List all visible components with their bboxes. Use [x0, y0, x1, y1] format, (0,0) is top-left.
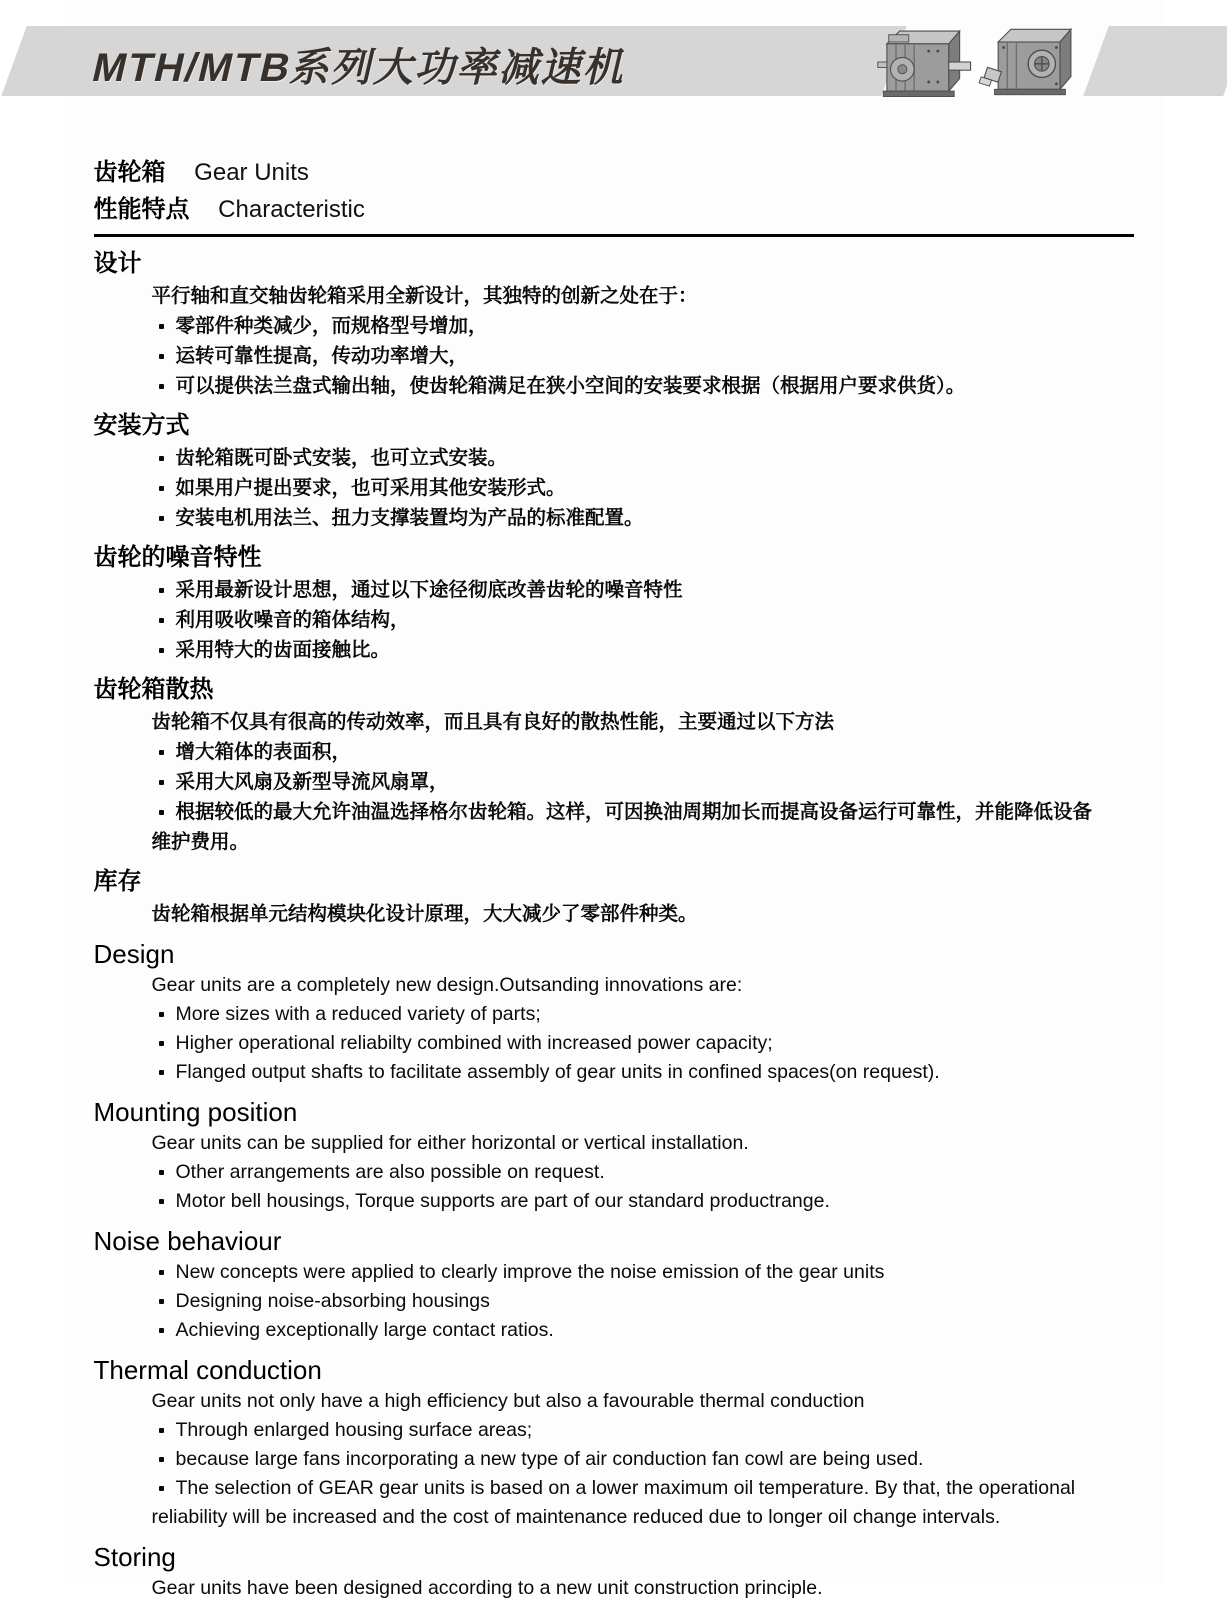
section-intro: 齿轮箱不仅具有很高的传动效率，而且具有良好的散热性能，主要通过以下方法	[151, 711, 835, 733]
section-design-zh	[94, 249, 1134, 401]
section-heading-design-en: Design	[93, 939, 175, 969]
bullet-item: 可以提供法兰盘式输出轴，使齿轮箱满足在狭小空间的安装要求根据（根据用户要求供货）。	[94, 371, 1104, 401]
section-intro: Gear units can be supplied for either horizontal or vertical installation.	[151, 1132, 749, 1154]
section-heading-noise-zh: 齿轮的噪音特性	[93, 544, 262, 571]
subheader	[64, 158, 1164, 225]
section-bullet-list	[94, 443, 1134, 533]
bevel-helical-gear-unit-image	[980, 16, 1080, 108]
bullet-item: 如果用户提出要求，也可采用其他安装形式。	[94, 473, 1104, 503]
section-intro: Gear units are a completely new design.Outsanding innovations are:	[151, 974, 743, 996]
section-storing-zh	[94, 867, 1134, 929]
header-band-right	[1083, 26, 1227, 96]
section-bullet-list	[94, 1000, 1134, 1087]
section-heading-storing-zh: 库存	[93, 868, 142, 895]
section-heading-mounting-en: Mounting position	[93, 1097, 298, 1127]
section-storing-en	[94, 1542, 1134, 1603]
characteristic-label-zh: 性能特点	[93, 196, 190, 223]
bullet-item: 齿轮箱既可卧式安装，也可立式安装。	[94, 443, 1104, 473]
section-noise-en	[94, 1226, 1134, 1345]
section-noise-zh	[94, 543, 1134, 665]
section-heading-thermal-zh: 齿轮箱散热	[93, 676, 214, 703]
section-heading-storing-en: Storing	[93, 1542, 176, 1572]
section-heading-mounting-zh: 安装方式	[93, 412, 190, 439]
bullet-item: Achieving exceptionally large contact ratios.	[94, 1316, 1104, 1345]
gear-units-label-zh: 齿轮箱	[93, 159, 166, 186]
product-images	[876, 16, 1076, 108]
bullet-item: Motor bell housings, Torque supports are part of our standard productrange.	[94, 1187, 1104, 1216]
subheader-line-gear-units	[94, 158, 1134, 188]
section-design-en	[94, 939, 1134, 1087]
section-bullet-list	[94, 575, 1134, 665]
characteristic-label-en: Characteristic	[218, 196, 365, 223]
section-heading-design-zh: 设计	[93, 250, 142, 277]
section-bullet-list	[94, 1158, 1134, 1216]
bullet-item: The selection of GEAR gear units is based on a lower maximum oil temperature. By that, the operational reliability will be increased and the cost of maintenance reduced due to longer oil change intervals.	[94, 1474, 1104, 1532]
bullet-item: 采用大风扇及新型导流风扇罩，	[94, 767, 1104, 797]
series-title: MTH/MTB系列大功率减速机	[87, 46, 633, 90]
section-bullet-list	[94, 311, 1134, 401]
section-bullet-list	[94, 737, 1134, 857]
bullet-item: Higher operational reliabilty combined with increased power capacity;	[94, 1029, 1104, 1058]
section-intro: 平行轴和直交轴齿轮箱采用全新设计，其独特的创新之处在于：	[151, 285, 698, 307]
bullet-item: Through enlarged housing surface areas;	[94, 1416, 1104, 1445]
section-thermal-zh	[94, 675, 1134, 857]
section-bullet-list	[94, 1416, 1134, 1532]
bullet-item: Designing noise-absorbing housings	[94, 1287, 1104, 1316]
section-intro: Gear units not only have a high efficiency but also a favourable thermal conduction	[151, 1390, 865, 1412]
bullet-item: 利用吸收噪音的箱体结构，	[94, 605, 1104, 635]
bullet-item: 采用特大的齿面接触比。	[94, 635, 1104, 665]
catalog-page	[64, 0, 1164, 1599]
bullet-item: Other arrangements are also possible on request.	[94, 1158, 1104, 1187]
bullet-item: 增大箱体的表面积，	[94, 737, 1104, 767]
section-heading-noise-en: Noise behaviour	[93, 1226, 282, 1256]
bullet-item: 采用最新设计思想，通过以下途径彻底改善齿轮的噪音特性	[94, 575, 1104, 605]
bullet-item: 根据较低的最大允许油温选择格尔齿轮箱。这样，可因换油周期加长而提高设备运行可靠性，并能降低设备维护费用。	[94, 797, 1104, 857]
gear-units-label-en: Gear Units	[194, 159, 309, 186]
sections	[64, 237, 1164, 1603]
subheader-line-characteristic	[94, 195, 1134, 225]
bullet-item: New concepts were applied to clearly improve the noise emission of the gear units	[94, 1258, 1104, 1287]
section-thermal-en	[94, 1355, 1134, 1532]
section-bullet-list	[94, 1258, 1134, 1345]
section-intro: Gear units have been designed according to a new unit construction principle.	[151, 1577, 823, 1599]
parallel-shaft-gear-unit-image	[876, 16, 976, 108]
bullet-item: because large fans incorporating a new type of air conduction fan cowl are being used.	[94, 1445, 1104, 1474]
bullet-item: More sizes with a reduced variety of parts;	[94, 1000, 1104, 1029]
bullet-item: 零部件种类减少，而规格型号增加，	[94, 311, 1104, 341]
bullet-item: 安装电机用法兰、扭力支撑装置均为产品的标准配置。	[94, 503, 1104, 533]
bullet-item: 运转可靠性提高，传动功率增大，	[94, 341, 1104, 371]
section-mounting-zh	[94, 411, 1134, 533]
bullet-item: Flanged output shafts to facilitate assembly of gear units in confined spaces(on request).	[94, 1058, 1104, 1087]
section-heading-thermal-en: Thermal conduction	[93, 1355, 322, 1385]
page-header	[64, 0, 1164, 112]
section-intro: 齿轮箱根据单元结构模块化设计原理，大大减少了零部件种类。	[151, 903, 698, 925]
section-mounting-en	[94, 1097, 1134, 1216]
